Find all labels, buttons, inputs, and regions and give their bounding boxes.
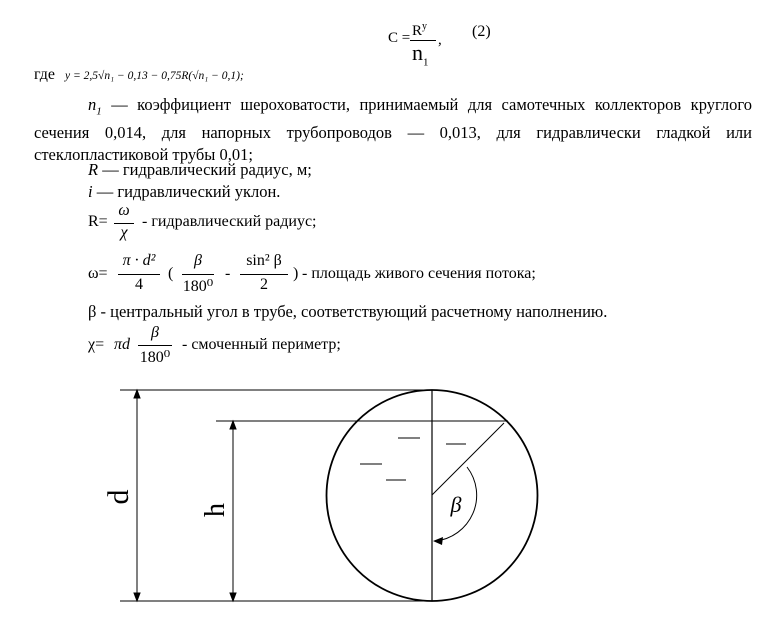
R-text: — гидравлический радиус, м; bbox=[98, 160, 312, 179]
formula-omega-f1-den: 4 bbox=[135, 276, 143, 293]
formula-chi-pid: πd bbox=[114, 336, 131, 353]
beta-definition: β - центральный угол в трубе, соответствующий расчетному наполнению. bbox=[88, 302, 608, 321]
R-symbol: R bbox=[88, 160, 99, 179]
formula-chi-numerator: β bbox=[151, 324, 159, 341]
formula-omega-f3-num: sin² β bbox=[246, 252, 282, 269]
formula-2-den-sub: 1 bbox=[423, 56, 429, 69]
h-arrow-top bbox=[230, 421, 236, 429]
h-arrow-bottom bbox=[230, 593, 236, 601]
formula-omega-f3-den: 2 bbox=[260, 276, 268, 293]
d-arrow-top bbox=[134, 390, 140, 398]
formula-chi-description: - смоченный периметр; bbox=[182, 336, 341, 353]
formula-omega-open-paren: ( bbox=[168, 265, 174, 282]
formula-2-num-sup: y bbox=[422, 21, 428, 32]
n1-symbol: $n_1$ bbox=[88, 95, 102, 118]
formula-omega-close-paren: ) bbox=[293, 265, 299, 282]
n1-text: — коэффициент шероховатости, принимаемый для самотечных коллекторов круглого сечения 0,014, для напорных трубопроводов — 0,013, для гидравлически гладкой или стеклопластиковой трубы 0,01; bbox=[34, 95, 752, 165]
i-text: — гидравлический уклон. bbox=[92, 182, 281, 201]
equation-number: (2) bbox=[472, 23, 491, 40]
formula-chi-denominator: 180⁰ bbox=[139, 349, 171, 366]
formula-2-den-n: n bbox=[412, 40, 423, 65]
formula-2-lhs: C = bbox=[388, 30, 411, 46]
formula-omega-lhs: ω= bbox=[88, 265, 108, 282]
label-d: d bbox=[102, 489, 135, 505]
radius-line bbox=[432, 423, 504, 495]
formula-omega-f2-num: β bbox=[194, 252, 202, 269]
formula-omega-f1-num: π · d² bbox=[122, 252, 156, 269]
formula-R-denominator: χ bbox=[120, 224, 128, 241]
formula-R-description: - гидравлический радиус; bbox=[142, 213, 317, 230]
where-label: где bbox=[34, 66, 56, 83]
where-expression: y = 2,5√n₁ − 0,13 − 0,75R(√n₁ − 0,1); bbox=[65, 70, 244, 82]
label-h: h bbox=[200, 503, 231, 517]
formula-R-lhs: R= bbox=[88, 213, 108, 230]
formula-omega-description: - площадь живого сечения потока; bbox=[302, 265, 536, 282]
formula-R-numerator: ω bbox=[118, 202, 130, 219]
formula-omega-minus: - bbox=[225, 265, 231, 282]
i-symbol: i bbox=[88, 182, 93, 201]
formula-chi-lhs: χ= bbox=[88, 336, 105, 353]
beta-arc-arrowhead bbox=[433, 537, 443, 545]
d-arrow-bottom bbox=[134, 593, 140, 601]
formula-2-num-R: R bbox=[412, 23, 423, 39]
formula-omega-f2-den: 180⁰ bbox=[182, 278, 214, 295]
label-beta: β bbox=[450, 492, 462, 517]
formula-2-comma: , bbox=[438, 32, 442, 48]
